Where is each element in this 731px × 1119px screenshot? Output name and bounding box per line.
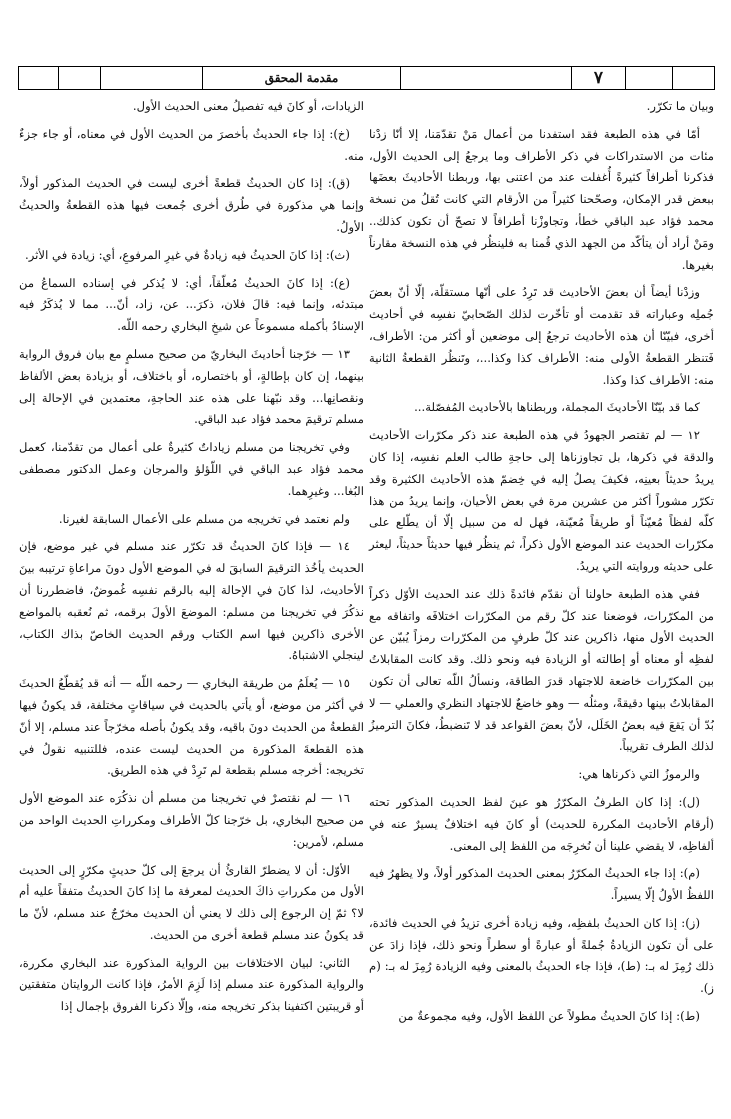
page-number: ٧ — [572, 67, 626, 89]
paragraph: والرموزُ التي ذكرناها هي: — [578, 767, 700, 782]
paragraph: الزيادات، أو كانَ فيه تفصيلُ معنى الحديث الأول. — [132, 99, 364, 113]
paragraph: ١٥ — يُعلَمُ من طريقة البخاري — رحمه اللّه — أنه قد يُقطّعُ الحديثَ في أكثر من موضع، أو يأتي بالحديث في سياقاتٍ مختلفة، قد يكونُ فيها القطعةُ من الحديث دونَ باقيه، وقد يكونُ بأصله مخرّجاً عند مسلم، إلا أنّ هذه القطعةَ المذكورة من الحديث ليست عنده، فللتنبيه نقولُ في تخريجه: أخرجه مسلم بقطعة لم تَرِدْ في هذه الطريق. — [19, 676, 364, 778]
paragraph: (ل): إذا كان الطرفُ المكرّرُ هو عينَ لفظ الحديث المذكور تحته (أرقام الأحاديث المكررة للحديث) أو كانَ فيه اختلافٌ يسيرٌ عنه في ألفاظِه، لا يقضي علينا أن نُخرِجَه من اللفظ إلى المعنى. — [369, 794, 714, 853]
paragraph: كما قد بيّنّا الأحاديثَ المجملة، وربطناها بالأحاديث المُفصّلة... — [414, 400, 700, 415]
paragraph: (م): إذا جاء الحديثُ المكرّرُ بمعنى الحديث المذكور أولاً، ولا يظهرُ فيه اللفظُ الأولُ إلّا يسيراً. — [369, 866, 714, 903]
paragraph: (خ): إذا جاء الحديثُ بأخصرَ من الحديث الأول في معناه، أو جاء جزءٌ منه. — [19, 126, 364, 163]
paragraph: وفي تخريجنا من مسلم زياداتٌ كثيرةٌ على أعمال من تقدّمنا، كعمل محمد فؤاد عبد الباقي في اللّؤلؤ والمرجان وعمل الدكتور مصطفى البُغا... وغيرِهما. — [19, 440, 364, 498]
running-title: مقدمة المحقق — [203, 67, 401, 89]
header-cell — [673, 67, 714, 89]
paragraph: ففي هذه الطبعة حاولنا أن نقدّم فائدةً ذلك عند الحديث الأوّل ذكراً من المكرّرات، فوضعنا عند كلّ رقم من المكرّرات اختلافَه واتفاقه مع الحديث الأول منها، ذاكرين عند كلّ طرفٍ من المكرّرات رمزاً يُبيّن عن لفظِه أو معناه أو إطالته أو الزيادة فيه ونحو ذلك. وقد كانت المقابلاتُ بين المكرّرات خاضعة للاجتهاد قدرَ الطاقة، ونسألُ اللّه تعالى أن تكون المقابلاتُ بينها دقيقةً، ومثلُه — وهو خاضعٌ للاجتهاد النظري والعملي — لا بُدّ أن يَقعَ فيه بعضُ الخَلَل، لأنّ بعضَ القواعد قد لا تَنضبطُ، فكانَ الترميزُ لذلك الطرف تقريباً. — [369, 586, 714, 754]
paragraph: (ز): إذا كان الحديثُ بلفظِه، وفيه زيادة أخرى تزيدُ في الحديث فائدة، على أن تكون الزيادةُ جُملةً أو عبارةً أو سطراً ونحو ذلك، فإذا زادَ عن ذلك رُمِزَ له بـ: (ط)، فإذا جاء الحديثُ بالمعنى وفيه الزيادة رُمِزَ له بـ: (م ز). — [369, 915, 714, 996]
header-cell — [59, 67, 101, 89]
header-cell — [101, 67, 203, 89]
header-cell — [401, 67, 572, 89]
paragraph: الثاني: لبيان الاختلافات بين الرواية المذكورة عند البخاري مكررة، والرواية المذكورة عند مسلم إذا لَزِمَ الأمرُ، فإذا كانت الروايتان متفقتين أو قريبتين اكتفينا بذكر تخريجه منه، وإلّا ذكرنا الفروق بإجمال إذا — [19, 955, 364, 1014]
paragraph: أمّا في هذه الطبعة فقد استفدنا من أعمال مَنْ تقدّمَنا، إلا أنّا زدْنا مئات من الاستدراكات في ذكر الأطراف وما يرجعُ إلى الحديث الأول، فذكرنا أطرافاً كثيرةً أُغفلت عند من اعتنى بها، وربطنا الأحاديثَ بعضَها ببعض قدر الإمكان، وصحّحنا كثيراً من الأرقام التي كانت تُقلُ من نسخة محمد فؤاد عبد الباقي خطأ، وتجاوزْنا أطرافاً لا تصحّ أن تكون كذلك.. ومَنْ أراد أن يتأكّد من الجهد الذي قُمنا به فلينظُر في هذه النسخة مقارناً بغيرها. — [369, 126, 714, 272]
page-header — [18, 66, 715, 90]
paragraph: ١٦ — لم نقتصرْ في تخريجنا من مسلم أن نذكُرَه عند الموضع الأول من صحيح البخاري، بل خرّجنا كلّ الأطراف ومكرراتِ الحديث الواحد من مسلم، لأمرين: — [19, 791, 364, 849]
paragraph: وبيان ما تكرّر. — [646, 99, 714, 113]
header-cell — [19, 67, 59, 89]
paragraph: وزدْنا أيضاً أن بعضَ الأحاديث قد تَرِدُ على أنّها مستقلّة، إلّا أنّ بعضَ جُملِه وعباراته قد تقدمت أو تأخّرت لذلك الصّحابيّ نفسِه في أحاديث أخرى، فبيّنّا أن هذه الأحاديث ترجعُ إلى موضعين أو أكثر من: الأطراف، فَتنظر القطعةُ الأولى منه: الأطراف كذا وكذا...، وتَنظُر القطعةُ الثانية منه: الأطراف كذا وكذا. — [369, 285, 714, 387]
paragraph: (ط): إذا كانَ الحديثُ مطولاً عن اللفظ الأول، وفيه مجموعةٌ من — [398, 1009, 700, 1024]
paragraph: ١٢ — لم تقتصر الجهودُ في هذه الطبعة عند ذكر مكرّرات الأحاديث والدقة في ذكرها، بل تجاوزناها إلى حاجةِ طالب العلم نفسِه، إذا كان يريدُ حديثاً بعينِه، فكيفَ يصلُ إليه في خِضمّ هذه الأحاديث الكثيرة وقد تكرّر مشوراً أكثر من عشرين مرة في بعض الأحيان، وإنما يريدُ من هذا كلّه لفظاً مُعيّناً أو طريقاً مُعيّنة، فهل له من سبيل إلّا أن يطّلع على مكرّرات الحديث عند الموضع الأول ذكراً، ثم ينظُر فيها حديثاً حديثاً، ليعثر على حديثه وروايته التي يريدُ. — [369, 428, 714, 573]
right-column — [369, 96, 714, 1034]
paragraph: ولم نعتمد في تخريجه من مسلم على الأعمال السابقة لغيرنا. — [58, 511, 350, 526]
header-cell — [626, 67, 673, 89]
paragraph: ١٣ — خرّجنا أحاديثَ البخاريّ من صحيح مسلمٍ مع بيان فروق الرواية بينهما، إن كان بإطالةٍ، أو باختصاره، أو باختلاف، أو بزيادة بعض الألفاظ ونقصانِها... وقد نبّهنا على هذه عند الحاجةِ، معتمدين في الإحالة إلى مسلم ترقيمَ محمد فؤاد عبد الباقي. — [19, 346, 364, 427]
paragraph: (ث): إذا كانَ الحديثُ فيه زيادةٌ في غيرِ المرفوعِ، أي: زيادة في الأثر. — [24, 247, 350, 262]
paragraph: (ع): إذا كانَ الحديثُ مُعلّقاً، أي: لا يُذكر في إسناده السماعُ من مبتدئه، وإنما فيه: قالَ فلان، ذكرَ... عن، زاد، أنّ... مما لا يُذكَرُ فيه الإسنادُ بأكمله مسموعاً عن شيخِ البخاري رحمه اللّه. — [19, 275, 364, 334]
paragraph: ١٤ — فإذا كانَ الحديثُ قد تكرّر عند مسلم في غير موضع، فإن الحديث يأخُذ الترقيمَ السابقَ له في الموضع الأول دونَ مراعاةِ ترتيبه بينَ الأحاديث، لذا كانَ في الإحالة إليه بالرقم نفسِه غُموضٌ، فاضطررنا أن نذكُرَ في تخريجنا من مسلم: الموضعَ الأولَ برقمه، ثم نُعقبه بالمواضع الأخرى ذاكرين فيها اسم الكتاب ورقم الحديث الخاصّ بذاك الكتاب، لينجلي الاشتباهُ. — [19, 539, 364, 663]
paragraph: (ق): إذا كان الحديثُ قطعةً أخرى ليست في الحديث المذكور أولاً، وإنما هي مذكورة في طُرق أخرى جُمعت فيها هذه القطعةُ والحديثُ الأولُ. — [19, 176, 364, 234]
paragraph: الأوّل: أن لا يضطرّ القارئُ أن يرجعَ إلى كلّ حديثٍ مكرّرٍ إلى الحديث الأول من مكرراتِ ذاكَ الحديث لمعرفة ما إذا كانَ الحديثُ متفقاً عليه أم لا؟ ثمّ إن الرجوع إلى ذلك لا يعني أن الحديث مخرّجٌ عند مسلم، لأنّ ما قد يكونُ عند مسلم قطعة أخرى من الحديث. — [19, 862, 364, 942]
left-column — [19, 96, 364, 1024]
